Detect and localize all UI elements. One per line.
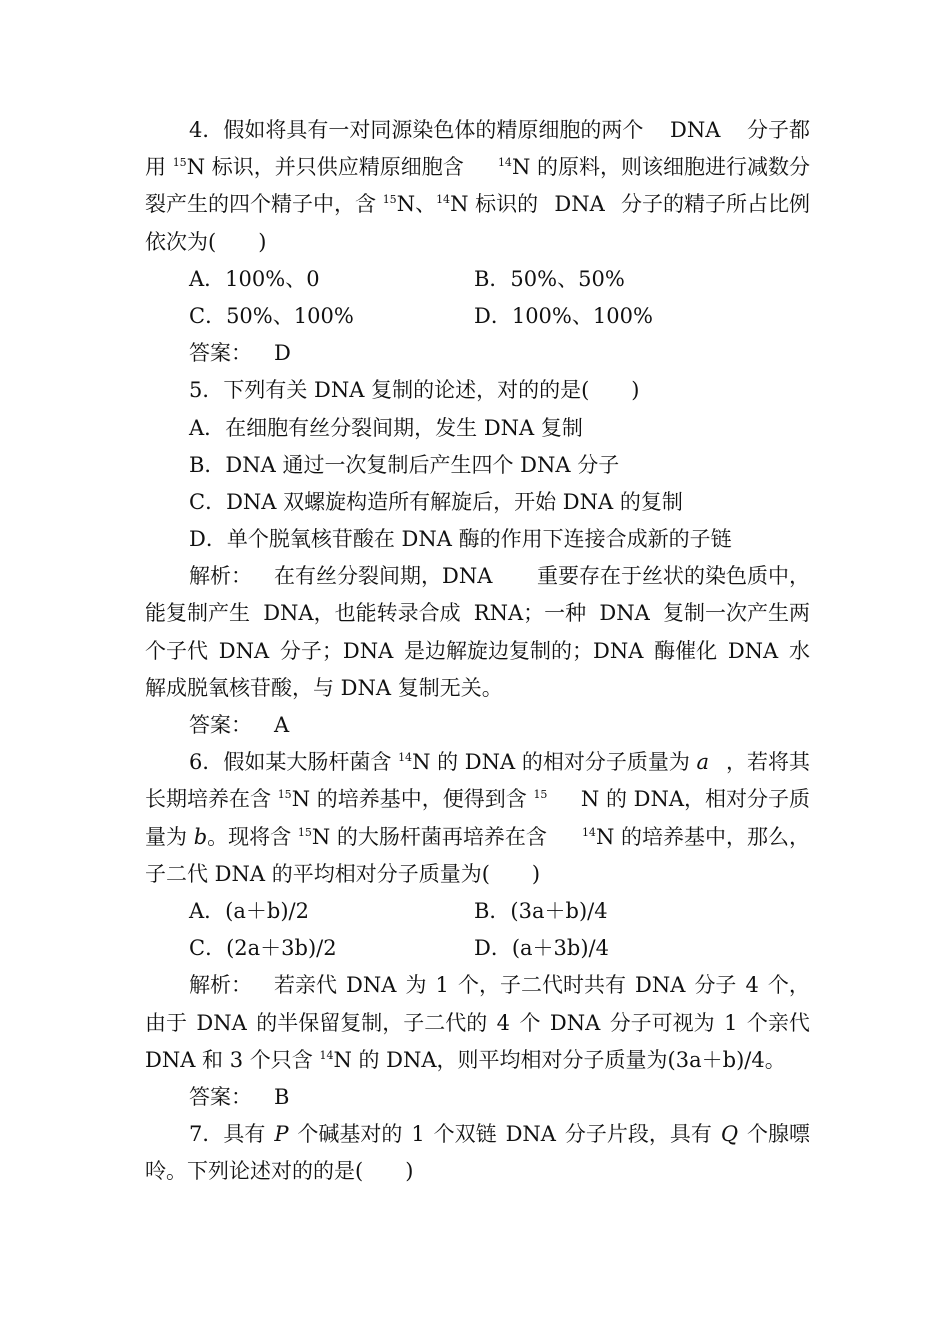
q5-analysis-line-2: 能复制产生 DNA，也能转录合成 RNA；一种 DNA 复制一次产生两: [145, 601, 810, 626]
q6-analysis-line-3: DNA 和 3 个只含 $^{14}$N 的 DNA，则平均相对分子质量为(3a＋b)/4。: [145, 1047, 786, 1072]
q6-options-row-1: [145, 893, 810, 930]
q5-option-d: D．单个脱氧核苷酸在 DNA 酶的作用下连接合成新的子链: [189, 527, 732, 552]
q6-analysis-line-2: 由于 DNA 的半保留复制，子二代的 4 个 DNA 分子可视为 1 个亲代: [145, 1010, 810, 1035]
q5-analysis-line-3: 个子代 DNA 分子；DNA 是边解旋边复制的；DNA 酶催化 DNA 水: [145, 638, 810, 663]
question-4: [145, 112, 810, 372]
q5-answer: 答案： A: [189, 713, 290, 737]
question-7: [145, 1116, 810, 1190]
isotope-14: 14: [497, 156, 512, 170]
q6-option-b: B．(3a＋b)/4: [474, 898, 608, 923]
q6-option-d: D．(a＋3b)/4: [474, 936, 609, 961]
q5-analysis-line-4: 解成脱氧核苷酸，与 DNA 复制无关。: [145, 675, 503, 700]
q4-stem-line-1: 4．假如将具有一对同源染色体的精原细胞的两个 DNA 分子都: [189, 118, 810, 142]
question-6: [145, 744, 810, 1116]
q4-options-row-2: [145, 298, 810, 335]
q6-stem-line-3: 量为 b。现将含 $^{15}$N 的大肠杆菌再培养在含 $^{14}$N 的培养基中，那么，: [145, 824, 810, 849]
q5-option-a: A．在细胞有丝分裂间期，发生 DNA 复制: [189, 415, 583, 440]
q6-option-c: C．(2a＋3b)/2: [189, 936, 337, 961]
q6-option-a: A．(a＋b)/2: [189, 898, 309, 923]
q6-options-row-2: [145, 930, 810, 967]
q5-analysis-line-1: 解析： 在有丝分裂间期，DNA 重要存在于丝状的染色质中，: [189, 564, 810, 589]
question-5: [145, 372, 810, 744]
q5-stem: 5．下列有关 DNA 复制的论述，对的的是( ): [189, 378, 640, 403]
q4-stem-line-3: 裂产生的四个精子中，含 $^{15}$N、$^{14}$N 标识的 DNA 分子的精子所占比例: [145, 192, 810, 217]
q7-stem-line-2: 呤。下列论述对的的是( ): [145, 1159, 414, 1184]
document-page: [145, 112, 810, 1190]
q7-stem-line-1: 7．具有 P 个碱基对的 1 个双链 DNA 分子片段，具有 Q 个腺嘌: [189, 1122, 810, 1147]
q4-stem-line-2: 用 $^{15}$N 标识，并只供应精原细胞含 $^{14}$N 的原料，则该细胞进行减数分: [145, 155, 810, 180]
q4-options-row-1: [145, 261, 810, 298]
q4-option-b: B．50%、50%: [474, 266, 625, 291]
q6-answer: 答案： B: [189, 1084, 290, 1109]
isotope-15: 15: [172, 156, 187, 170]
q6-stem-line-2: 长期培养在含 $^{15}$N 的培养基中，便得到含 $^{15}$ N 的 DNA，相对分子质: [145, 787, 810, 812]
q4-answer: 答案： D: [189, 341, 291, 366]
q4-option-c: C．50%、100%: [189, 303, 354, 328]
q6-stem-line-1: 6．假如某大肠杆菌含 $^{14}$N 的 DNA 的相对分子质量为 a ，若将其: [189, 750, 810, 775]
q5-option-c: C．DNA 双螺旋构造所有解旋后，开始 DNA 的复制: [189, 489, 683, 514]
q4-option-d: D．100%、100%: [474, 303, 653, 328]
q5-option-b: B．DNA 通过一次复制后产生四个 DNA 分子: [189, 452, 620, 477]
q4-stem-line-4: 依次为( ): [145, 229, 267, 254]
q4-option-a: A．100%、0: [189, 266, 320, 291]
q6-analysis-line-1: 解析： 若亲代 DNA 为 1 个，子二代时共有 DNA 分子 4 个，: [189, 973, 810, 998]
q6-stem-line-4: 子二代 DNA 的平均相对分子质量为( ): [145, 861, 541, 886]
